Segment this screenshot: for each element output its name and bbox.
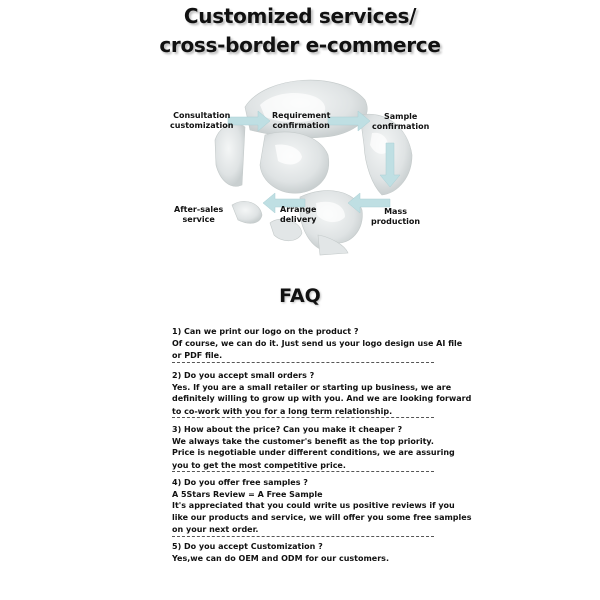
- faq-item-5: [172, 541, 442, 564]
- faq-item-2: [172, 370, 472, 418]
- faq-question: 5) Do you accept Customization ?: [172, 542, 323, 551]
- faq-answer-line: or PDF file.: [172, 350, 434, 363]
- faq-answer-line: like our products and service, we will offer you some free samples: [172, 512, 472, 522]
- faq-answer-line: on your next order.: [172, 524, 434, 537]
- faq-answer-line: Of course, we can do it. Just send us your logo design use AI file: [172, 338, 463, 348]
- step-sample: Sample confirmation: [372, 112, 430, 131]
- faq-answer-line: Yes. If you are a small retailer or starting up business, we are: [172, 382, 452, 392]
- step-after-sales: After-sales service: [174, 205, 224, 224]
- faq-answer-line: We always take the customer's benefit as the top priority.: [172, 436, 434, 446]
- faq-answer-line: Yes,we can do OEM and ODM for our customers.: [172, 553, 389, 563]
- faq-answer-line: It's appreciated that you could write us positive reviews if you: [172, 501, 455, 510]
- faq-answer-line: to co-work with you for a long term relationship.: [172, 406, 434, 419]
- faq-answer-line: definitely willing to grow up with you. And we are looking forward: [172, 394, 472, 403]
- faq-item-4: [172, 477, 472, 537]
- step-mass-production: Mass production: [371, 207, 421, 226]
- globe-icon: [150, 65, 450, 265]
- faq-item-3: [172, 424, 455, 472]
- faq-answer-line: A 5Stars Review = A Free Sample: [172, 489, 323, 499]
- page-title-line-2: cross-border e-commerce: [159, 33, 441, 57]
- faq-answer-line: Price is negotiable under different conditions, we are assuring: [172, 448, 455, 457]
- faq-question: 3) How about the price? Can you make it cheaper ?: [172, 425, 403, 434]
- step-arrange-delivery: Arrange delivery: [280, 205, 317, 224]
- page-title-line-1: Customized services/: [183, 4, 417, 28]
- step-requirement: Requirement confirmation: [272, 111, 331, 130]
- faq-title: FAQ: [279, 285, 321, 307]
- faq-answer-line: you to get the most competitive price.: [172, 460, 434, 473]
- process-globe-diagram: [150, 65, 450, 265]
- step-consultation: Consultation customization: [170, 111, 234, 130]
- faq-question: 1) Can we print our logo on the product ?: [172, 327, 359, 336]
- faq-question: 4) Do you offer free samples ?: [172, 478, 308, 487]
- faq-item-1: [172, 326, 463, 363]
- faq-question: 2) Do you accept small orders ?: [172, 371, 315, 380]
